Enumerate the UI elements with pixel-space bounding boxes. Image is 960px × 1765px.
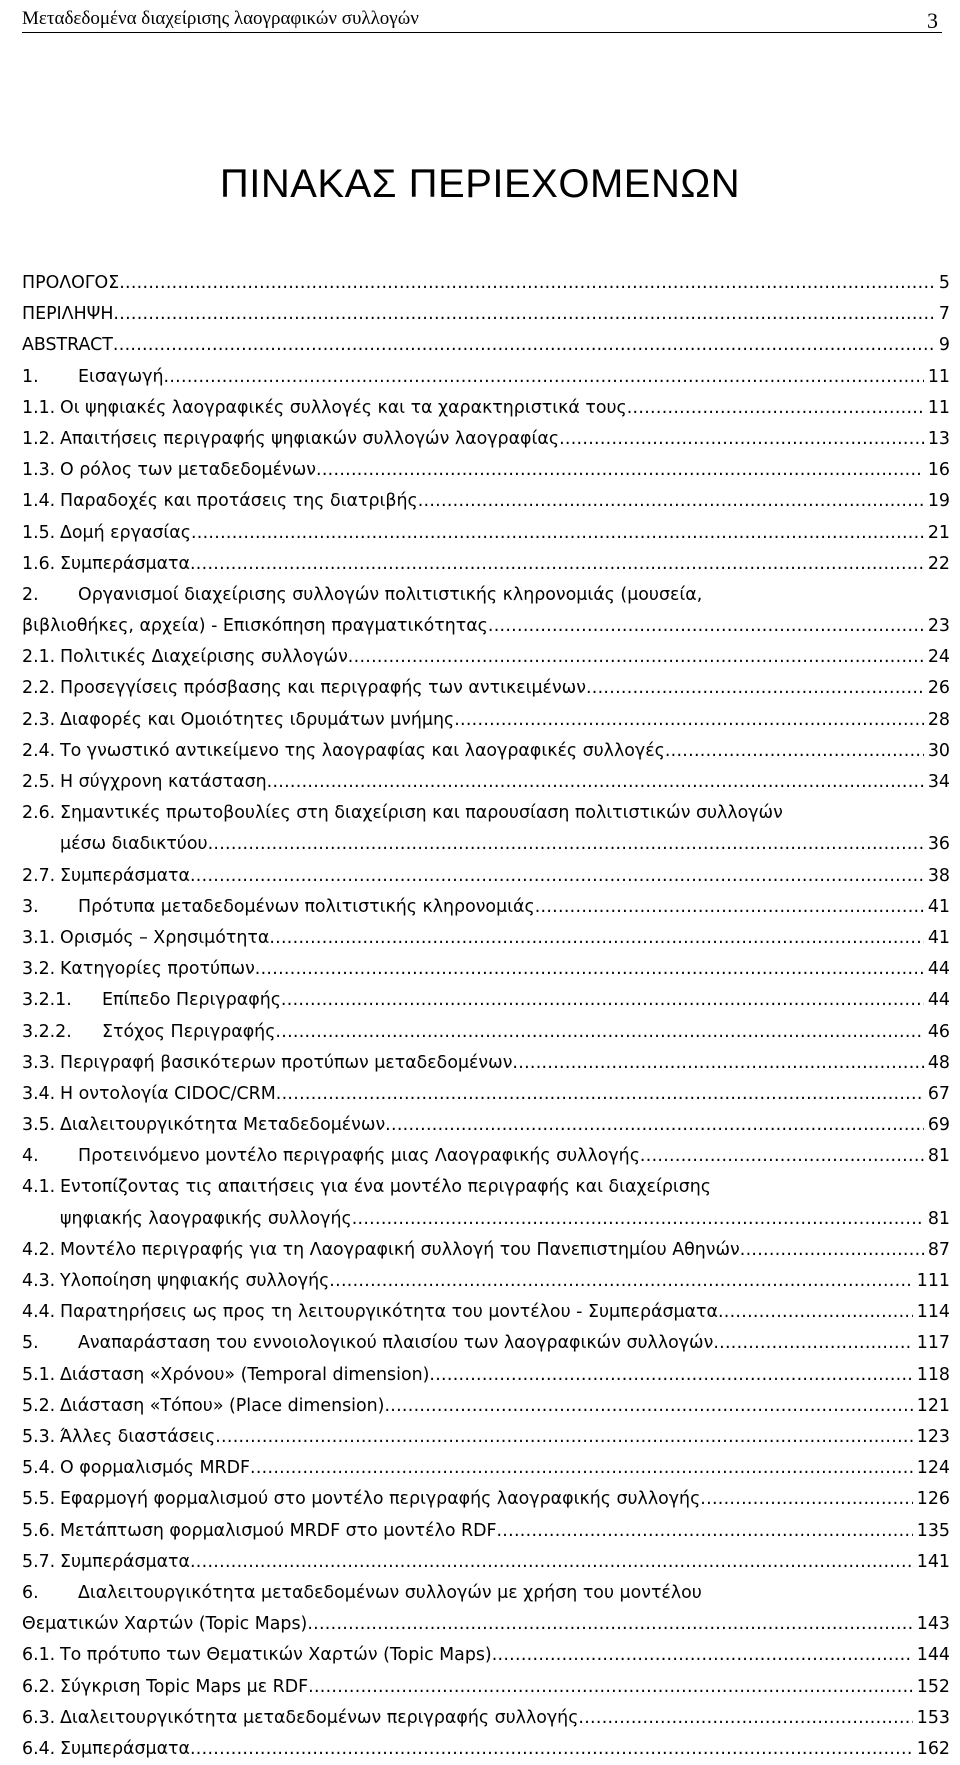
toc-page-number: 48 xyxy=(927,1052,950,1073)
toc-page-number: 26 xyxy=(927,678,950,699)
toc-page-number: 5 xyxy=(938,273,950,293)
toc-entry xyxy=(22,1266,950,1297)
toc-number: 4.2. xyxy=(22,1239,56,1260)
toc-number: 5.5. xyxy=(22,1489,56,1510)
toc-entry xyxy=(22,1360,950,1391)
toc-page-number: 24 xyxy=(927,647,950,668)
toc-leader xyxy=(418,486,924,517)
toc-number: 6.2. xyxy=(22,1676,56,1697)
toc-entry xyxy=(22,705,950,736)
toc-leader xyxy=(190,549,924,580)
toc-leader xyxy=(190,1547,913,1578)
toc-leader xyxy=(496,1516,912,1547)
toc-leader xyxy=(113,299,935,330)
toc-entry xyxy=(22,268,950,299)
toc-title: Απαιτήσεις περιγραφής ψηφιακών συλλογών λαογραφίας xyxy=(60,428,560,449)
toc-title: Διαλειτουργικότητα μεταδεδομένων συλλογών με χρήση του μοντέλου xyxy=(78,1582,702,1603)
toc-number: 4.4. xyxy=(22,1302,56,1323)
toc-title: Πρότυπα μεταδεδομένων πολιτιστικής κληρονομιάς xyxy=(78,896,535,917)
toc-title: Προτεινόμενο μοντέλο περιγραφής μιας Λαογραφικής συλλογής xyxy=(78,1146,640,1167)
toc-title: Υλοποίηση ψηφιακής συλλογής xyxy=(60,1271,330,1292)
toc-page-number: 11 xyxy=(927,366,950,387)
toc-entry xyxy=(22,1734,950,1765)
toc-title: Διαλειτουργικότητα Μεταδεδομένων xyxy=(60,1115,386,1136)
toc-title-continued: ψηφιακής λαογραφικής συλλογής xyxy=(60,1208,352,1229)
toc-number: 2.7. xyxy=(22,865,56,886)
toc-number: 3.3. xyxy=(22,1052,56,1073)
toc-number: 4.1. xyxy=(22,1177,56,1198)
toc-page-number: 118 xyxy=(916,1364,950,1385)
toc-title: Δομή εργασίας xyxy=(60,522,191,543)
toc-title: Σύγκριση Topic Maps με RDF xyxy=(60,1676,309,1697)
toc-page-number: 152 xyxy=(916,1676,950,1697)
toc-number: 5.6. xyxy=(22,1520,56,1541)
toc-title: ΠΡΟΛΟΓΟΣ xyxy=(22,273,120,293)
toc-page-number: 21 xyxy=(927,522,950,543)
toc-entry xyxy=(22,1172,950,1234)
table-of-contents xyxy=(22,268,950,1765)
toc-leader xyxy=(119,268,935,299)
toc-title: Κατηγορίες προτύπων xyxy=(60,959,255,980)
toc-number: 6. xyxy=(22,1582,39,1603)
toc-page-number: 44 xyxy=(927,990,950,1011)
toc-page-number: 81 xyxy=(927,1208,950,1229)
toc-number: 2. xyxy=(22,584,39,605)
toc-leader xyxy=(385,1110,924,1141)
toc-entry xyxy=(22,1484,950,1515)
toc-leader xyxy=(713,1328,912,1359)
toc-number: 6.4. xyxy=(22,1738,56,1759)
toc-number: 5.3. xyxy=(22,1426,56,1447)
toc-page-number: 124 xyxy=(916,1458,950,1479)
toc-number: 6.1. xyxy=(22,1645,56,1666)
toc-leader xyxy=(559,424,924,455)
toc-page-number: 22 xyxy=(927,553,950,574)
toc-leader xyxy=(164,362,924,393)
toc-leader xyxy=(454,705,924,736)
toc-title: Συμπεράσματα xyxy=(60,1738,190,1759)
toc-number: 3.4. xyxy=(22,1083,56,1104)
toc-title: Συμπεράσματα xyxy=(60,1551,190,1572)
toc-number: 3.2.2. xyxy=(22,1021,72,1042)
toc-entry xyxy=(22,1578,950,1640)
toc-number: 1.6. xyxy=(22,553,56,574)
toc-title: Διαλειτουργικότητα μεταδεδομένων περιγραφής συλλογής xyxy=(60,1707,579,1728)
toc-entry xyxy=(22,736,950,767)
toc-entry xyxy=(22,455,950,486)
toc-title: Συμπεράσματα xyxy=(60,865,190,886)
toc-entry xyxy=(22,1516,950,1547)
toc-title: Προσεγγίσεις πρόσβασης και περιγραφής των αντικειμένων xyxy=(60,678,586,699)
toc-title: Οργανισμοί διαχείρισης συλλογών πολιτιστικής κληρονομιάς (μουσεία, xyxy=(78,584,703,605)
toc-title: Ο ρόλος των μεταδεδομένων xyxy=(60,460,317,481)
toc-entry xyxy=(22,1048,950,1079)
page-number: 3 xyxy=(927,8,938,33)
toc-leader xyxy=(488,611,924,642)
toc-entry xyxy=(22,673,950,704)
toc-entry xyxy=(22,923,950,954)
toc-title-continued: βιβλιοθήκες, αρχεία) - Επισκόπηση πραγματικότητας xyxy=(22,616,488,637)
toc-leader xyxy=(740,1235,924,1266)
toc-page-number: 19 xyxy=(927,491,950,512)
toc-entry xyxy=(22,1079,950,1110)
toc-entry xyxy=(22,424,950,455)
toc-entry xyxy=(22,1453,950,1484)
toc-page-number: 144 xyxy=(916,1645,950,1666)
toc-title-continued: μέσω διαδικτύου xyxy=(60,834,208,855)
toc-title: Διαφορές και Ομοιότητες ιδρυμάτων μνήμης xyxy=(60,709,455,730)
toc-title: Το γνωστικό αντικείμενο της λαογραφίας και λαογραφικές συλλογές xyxy=(60,740,665,761)
toc-title: Διάσταση «Χρόνου» (Temporal dimension) xyxy=(60,1364,430,1385)
toc-title: Εφαρμογή φορμαλισμού στο μοντέλο περιγραφής λαογραφικής συλλογής xyxy=(60,1489,701,1510)
toc-number: 6.3. xyxy=(22,1707,56,1728)
toc-page-number: 143 xyxy=(916,1614,950,1635)
toc-title: ABSTRACT xyxy=(22,335,113,356)
toc-entry xyxy=(22,798,950,860)
toc-entry xyxy=(22,549,950,580)
toc-leader xyxy=(352,1204,924,1235)
toc-leader xyxy=(191,518,924,549)
toc-number: 4.3. xyxy=(22,1271,56,1292)
toc-number: 1.5. xyxy=(22,522,56,543)
toc-title: Επίπεδο Περιγραφής xyxy=(102,990,281,1011)
toc-leader xyxy=(586,673,924,704)
toc-page-number: 123 xyxy=(916,1426,950,1447)
toc-leader xyxy=(307,1609,912,1640)
toc-number: 1.4. xyxy=(22,491,56,512)
running-header xyxy=(22,6,942,33)
toc-page-number: 69 xyxy=(927,1115,950,1136)
toc-page-number: 126 xyxy=(916,1489,950,1510)
toc-title: Άλλες διαστάσεις xyxy=(60,1426,216,1447)
toc-title: Σημαντικές πρωτοβουλίες στη διαχείριση και παρουσίαση πολιτιστικών συλλογών xyxy=(60,803,783,824)
toc-leader xyxy=(316,455,924,486)
toc-number: 3. xyxy=(22,896,39,917)
toc-page-number: 135 xyxy=(916,1520,950,1541)
toc-leader xyxy=(718,1297,913,1328)
toc-page-number: 117 xyxy=(916,1333,950,1354)
toc-number: 3.2.1. xyxy=(22,990,72,1011)
toc-number: 2.1. xyxy=(22,647,56,668)
toc-page-number: 111 xyxy=(916,1271,950,1292)
toc-page-number: 9 xyxy=(938,335,950,356)
toc-title: Οι ψηφιακές λαογραφικές συλλογές και τα χαρακτηριστικά τους xyxy=(60,397,627,418)
toc-leader xyxy=(512,1048,923,1079)
toc-title: Συμπεράσματα xyxy=(60,553,190,574)
toc-entry xyxy=(22,1703,950,1734)
toc-entry xyxy=(22,1391,950,1422)
toc-page-number: 81 xyxy=(927,1146,950,1167)
toc-leader xyxy=(276,1079,924,1110)
toc-page-number: 67 xyxy=(927,1083,950,1104)
toc-page-number: 23 xyxy=(927,616,950,637)
toc-title: Εισαγωγή xyxy=(78,366,164,387)
toc-leader xyxy=(267,767,924,798)
toc-page-number: 41 xyxy=(927,896,950,917)
toc-page-number: 11 xyxy=(927,397,950,418)
toc-entry xyxy=(22,861,950,892)
toc-page-number: 141 xyxy=(916,1551,950,1572)
toc-page-number: 7 xyxy=(938,304,950,325)
toc-leader xyxy=(429,1360,912,1391)
header-title: Μεταδεδομένα διαχείρισης λαογραφικών συλλογών xyxy=(22,8,419,29)
toc-leader xyxy=(665,736,924,767)
toc-title: Εντοπίζοντας τις απαιτήσεις για ένα μοντέλο περιγραφής και διαχείρισης xyxy=(60,1177,712,1198)
toc-leader xyxy=(384,1391,912,1422)
toc-entry xyxy=(22,642,950,673)
toc-number: 5.7. xyxy=(22,1551,56,1572)
toc-number: 1.3. xyxy=(22,460,56,481)
toc-title: Ορισμός – Χρησιμότητα xyxy=(60,927,270,948)
toc-number: 2.4. xyxy=(22,740,56,761)
toc-entry xyxy=(22,1235,950,1266)
toc-page-number: 41 xyxy=(927,927,950,948)
toc-title: Παρατηρήσεις ως προς τη λειτουργικότητα του μοντέλου - Συμπεράσματα xyxy=(60,1302,718,1323)
toc-entry xyxy=(22,1640,950,1671)
toc-page-number: 13 xyxy=(927,428,950,449)
toc-leader xyxy=(269,923,924,954)
toc-entry xyxy=(22,954,950,985)
toc-leader xyxy=(190,861,924,892)
toc-title: Περιγραφή βασικότερων προτύπων μεταδεδομένων xyxy=(60,1052,513,1073)
toc-number: 4. xyxy=(22,1146,39,1167)
toc-title: Η οντολογία CIDOC/CRM xyxy=(60,1083,276,1104)
toc-leader xyxy=(255,954,924,985)
toc-entry xyxy=(22,1017,950,1048)
toc-title: Το πρότυπο των Θεματικών Χαρτών (Topic Maps) xyxy=(60,1645,492,1666)
toc-entry xyxy=(22,1297,950,1328)
toc-page-number: 30 xyxy=(927,740,950,761)
toc-page-number: 87 xyxy=(927,1239,950,1260)
toc-leader xyxy=(578,1703,912,1734)
toc-number: 2.5. xyxy=(22,772,56,793)
toc-leader xyxy=(250,1453,913,1484)
toc-leader xyxy=(348,642,924,673)
toc-entry xyxy=(22,985,950,1016)
toc-leader xyxy=(627,393,924,424)
toc-number: 5. xyxy=(22,1333,39,1354)
toc-title: Ο φορμαλισμός MRDF xyxy=(60,1458,251,1479)
toc-entry xyxy=(22,1422,950,1453)
toc-entry xyxy=(22,767,950,798)
toc-leader xyxy=(308,1672,913,1703)
toc-entry xyxy=(22,486,950,517)
toc-leader xyxy=(190,1734,913,1765)
toc-leader xyxy=(275,1017,923,1048)
toc-number: 2.2. xyxy=(22,678,56,699)
toc-number: 5.1. xyxy=(22,1364,56,1385)
toc-entry xyxy=(22,580,950,642)
toc-page-number: 34 xyxy=(927,772,950,793)
toc-number: 3.5. xyxy=(22,1115,56,1136)
toc-title: Μοντέλο περιγραφής για τη Λαογραφική συλλογή του Πανεπιστημίου Αθηνών xyxy=(60,1239,740,1260)
toc-page-number: 38 xyxy=(927,865,950,886)
toc-page-number: 46 xyxy=(927,1021,950,1042)
toc-title: ΠΕΡΙΛΗΨΗ xyxy=(22,304,114,325)
toc-entry xyxy=(22,1328,950,1359)
toc-title: Διάσταση «Τόπου» (Place dimension) xyxy=(60,1395,385,1416)
toc-leader xyxy=(215,1422,913,1453)
toc-title: Η σύγχρονη κατάσταση xyxy=(60,772,267,793)
toc-leader xyxy=(208,829,924,860)
toc-entry xyxy=(22,1547,950,1578)
toc-title: Στόχος Περιγραφής xyxy=(102,1021,276,1042)
toc-heading: ΠΙΝΑΚΑΣ ΠΕΡΙΕΧΟΜΕΝΩΝ xyxy=(219,162,741,206)
toc-page-number: 153 xyxy=(916,1707,950,1728)
toc-title: Αναπαράσταση του εννοιολογικού πλαισίου των λαογραφικών συλλογών xyxy=(78,1333,714,1354)
toc-number: 2.6. xyxy=(22,803,56,824)
toc-entry xyxy=(22,892,950,923)
toc-number: 5.2. xyxy=(22,1395,56,1416)
toc-page-number: 162 xyxy=(916,1738,950,1759)
toc-number: 2.3. xyxy=(22,709,56,730)
toc-title-continued: Θεματικών Χαρτών (Topic Maps) xyxy=(22,1614,308,1635)
toc-entry xyxy=(22,299,950,330)
toc-page-number: 36 xyxy=(927,834,950,855)
toc-leader xyxy=(492,1640,913,1671)
toc-entry xyxy=(22,362,950,393)
toc-entry xyxy=(22,330,950,361)
toc-title: Πολιτικές Διαχείρισης συλλογών xyxy=(60,647,348,668)
toc-leader xyxy=(329,1266,913,1297)
toc-page-number: 114 xyxy=(916,1302,950,1323)
toc-number: 1.2. xyxy=(22,428,56,449)
toc-entry xyxy=(22,1672,950,1703)
toc-leader xyxy=(281,985,924,1016)
toc-title: Μετάπτωση φορμαλισμού MRDF στο μοντέλο RDF xyxy=(60,1520,497,1541)
toc-entry xyxy=(22,393,950,424)
toc-number: 3.2. xyxy=(22,959,56,980)
toc-number: 5.4. xyxy=(22,1458,56,1479)
toc-page-number: 16 xyxy=(927,460,950,481)
toc-number: 3.1. xyxy=(22,927,56,948)
toc-number: 1. xyxy=(22,366,39,387)
toc-entry xyxy=(22,1110,950,1141)
toc-title: Παραδοχές και προτάσεις της διατριβής xyxy=(60,491,418,512)
toc-entry xyxy=(22,1141,950,1172)
toc-leader xyxy=(535,892,924,923)
toc-page-number: 44 xyxy=(927,959,950,980)
toc-entry xyxy=(22,518,950,549)
toc-page-number: 28 xyxy=(927,709,950,730)
toc-page-number: 121 xyxy=(916,1395,950,1416)
toc-leader xyxy=(640,1141,924,1172)
toc-leader xyxy=(113,330,935,361)
toc-leader xyxy=(700,1484,913,1515)
toc-number: 1.1. xyxy=(22,397,56,418)
